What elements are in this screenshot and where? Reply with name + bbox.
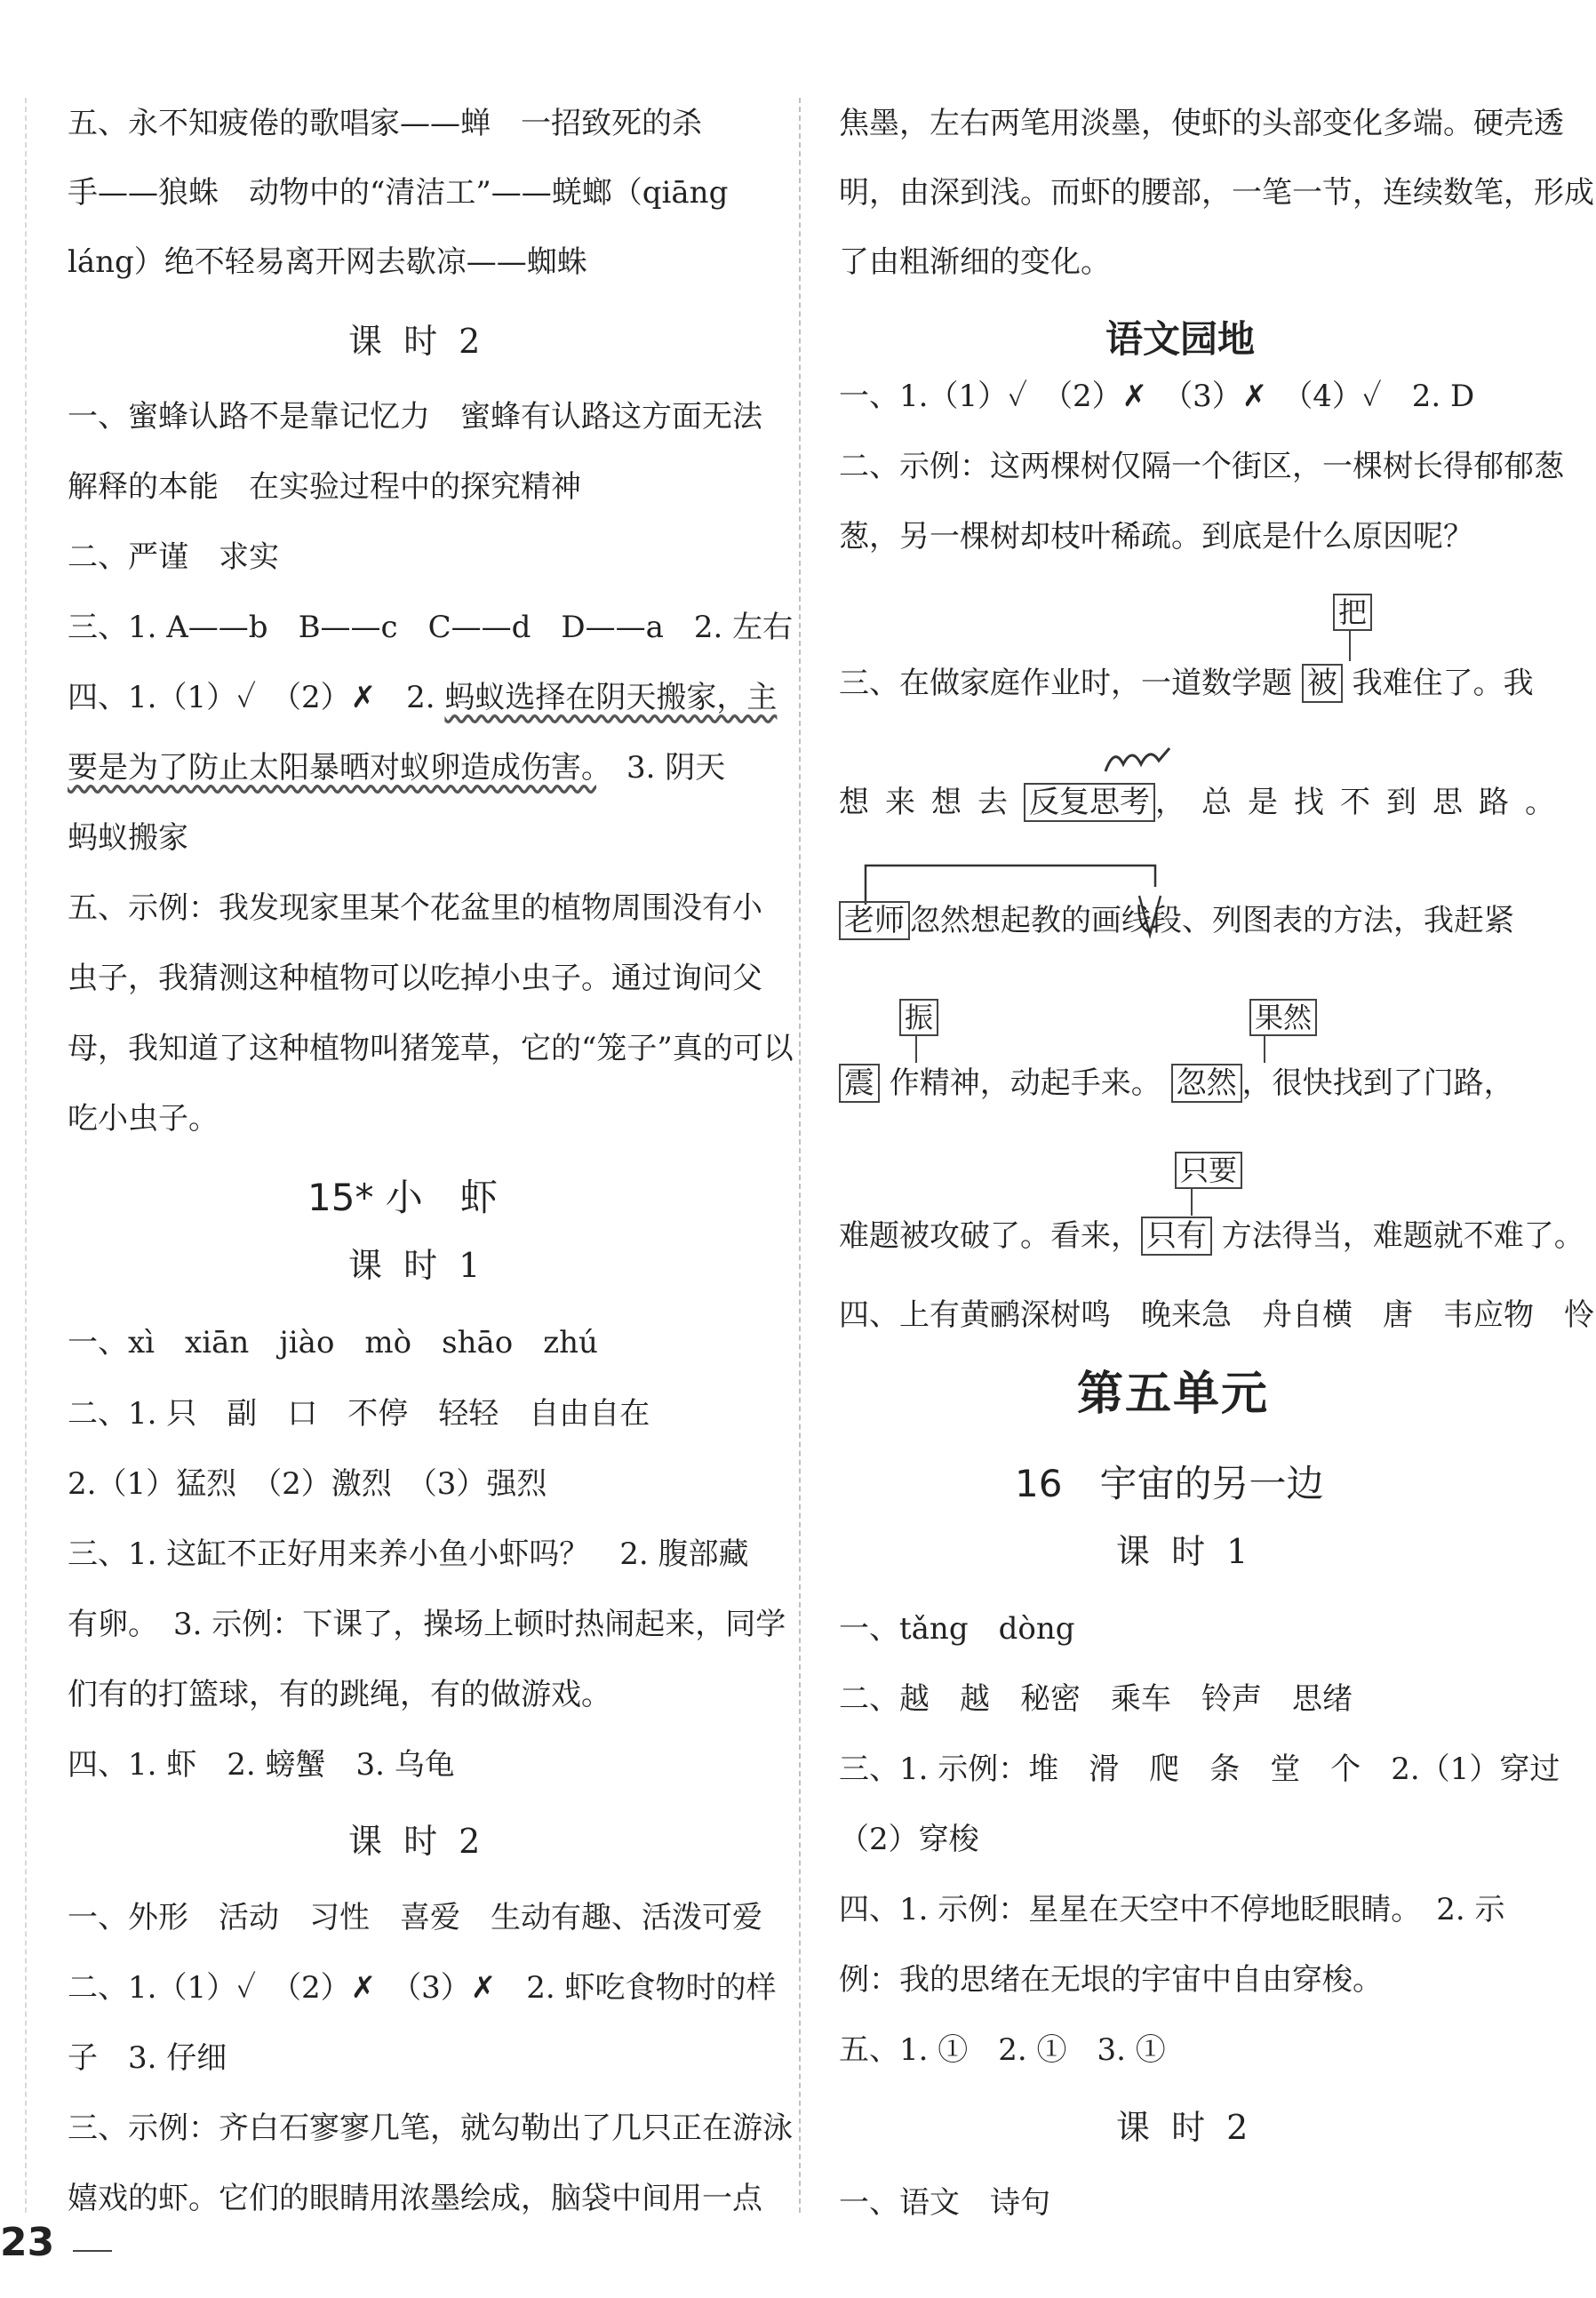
answer-line — [839, 902, 1514, 939]
section-heading: 课 时 2 — [348, 1822, 486, 1861]
answer-line: 三、1. 示例：堆 滑 爬 条 堂 个 2.（1）穿过 — [839, 1751, 1560, 1787]
answer-text: 作精神，动起手来。 — [880, 1065, 1171, 1101]
answer-line: 解释的本能 在实验过程中的探究精神 — [68, 469, 581, 505]
answer-line — [68, 679, 777, 716]
page-number: 23 — [0, 2220, 55, 2265]
answer-line: 手——狼蛛 动物中的“清洁工”——蜣螂（qiāng — [68, 175, 729, 211]
correction-mark: 果然 — [1249, 999, 1317, 1036]
answer-line — [68, 749, 725, 786]
answer-line: 2.（1）猛烈 （2）激烈 （3）强烈 — [68, 1466, 547, 1502]
answer-line — [839, 784, 1571, 821]
answer-line: 二、1. 只 副 口 不停 轻轻 自由自在 — [68, 1396, 650, 1432]
correction-mark: 把 — [1333, 594, 1372, 631]
answer-text: 想来想去 — [839, 785, 1024, 820]
answer-line: 二、越 越 秘密 乘车 铃声 思绪 — [839, 1681, 1353, 1717]
answer-line: 四、上有黄鹂深树鸣 晚来急 舟自横 唐 韦应物 怜 — [839, 1297, 1594, 1333]
section-heading: 语文园地 — [1105, 317, 1256, 361]
column-divider — [799, 98, 802, 2213]
answer-text: 教的画线段、列图表的方法，我赶紧 — [1031, 903, 1514, 938]
answer-line: 有卵。 3. 示例：下课了，操场上顿时热闹起来，同学 — [68, 1607, 786, 1642]
answer-line: 三、1. 这缸不正好用来养小鱼小虾吗？ 2. 腹部藏 — [68, 1536, 749, 1572]
answer-line: （2）穿梭 — [839, 1822, 979, 1857]
answer-text: ，总是找不到思路。 — [1155, 785, 1571, 820]
answer-line: 五、示例：我发现家里某个花盆里的植物周围没有小 — [68, 890, 762, 926]
answer-text: 我难住了。我 — [1342, 666, 1534, 701]
section-heading: 课 时 2 — [1116, 2108, 1254, 2147]
answer-line: láng）绝不轻易离开网去歇凉——蜘蛛 — [68, 244, 587, 280]
answer-line: 嬉戏的虾。它们的眼睛用浓墨绘成，脑袋中间用一点 — [68, 2181, 762, 2216]
answer-text: 三、在做家庭作业时，一道数学题 — [839, 666, 1302, 701]
answer-line: 蚂蚁搬家 — [68, 820, 188, 856]
answer-line: 一、语文 诗句 — [839, 2185, 1050, 2221]
boxed-word: 忽然 — [1171, 1064, 1242, 1103]
answer-text: 难题被攻破了。看来， — [839, 1218, 1141, 1254]
correction-mark: 只要 — [1175, 1152, 1242, 1189]
answer-line: 一、xì xiān jiào mò shāo zhú — [68, 1325, 598, 1360]
answer-line: 例：我的思绪在无垠的宇宙中自由穿梭。 — [839, 1962, 1383, 1998]
wavy-underlined-text: 蚂蚁选择在阴天搬家，主 — [444, 680, 778, 715]
answer-line: 虫子，我猜测这种植物可以吃掉小虫子。通过询问父 — [68, 961, 762, 996]
answer-line: 子 3. 仔细 — [68, 2040, 227, 2076]
answer-line: 三、示例：齐白石寥寥几笔，就勾勒出了几只正在游泳 — [68, 2110, 793, 2146]
answer-line: 一、tǎng dòng — [839, 1611, 1075, 1647]
section-heading: 课 时 2 — [348, 322, 486, 361]
boxed-word: 老师 — [839, 901, 910, 940]
answer-line: 四、1. 示例：星星在天空中不停地眨眼睛。 2. 示 — [839, 1892, 1505, 1927]
delete-loop-mark — [1102, 741, 1173, 777]
answer-line: 焦墨，左右两笔用淡墨，使虾的头部变化多端。硬壳透 — [839, 106, 1564, 141]
left-margin-line — [25, 98, 27, 2213]
section-heading: 课 时 1 — [348, 1246, 486, 1285]
answer-line: 五、永不知疲倦的歌唱家——蝉 一招致死的杀 — [68, 106, 702, 141]
answer-line: 一、外形 活动 习性 喜爱 生动有趣、活泼可爱 — [68, 1900, 762, 1935]
answer-text: 方法得当，难题就不难了。 — [1212, 1218, 1584, 1254]
answer-line — [839, 1065, 1514, 1102]
answer-line: 一、1.（1）✓ （2）✗ （3）✗ （4）✓ 2. D — [839, 379, 1475, 414]
answer-text: 四、1.（1）✓ （2）✗ 2. — [68, 680, 445, 715]
answer-line: 二、1.（1）✓ （2）✗ （3）✗ 2. 虾吃食物时的样 — [68, 1970, 777, 2006]
answer-text: 忽然想起 — [910, 903, 1031, 938]
answer-line: 吃小虫子。 — [68, 1101, 219, 1137]
answer-text: ，很快找到了门路， — [1241, 1065, 1514, 1101]
answer-line: 一、蜜蜂认路不是靠记忆力 蜜蜂有认路这方面无法 — [68, 399, 762, 435]
boxed-word: 震 — [839, 1064, 880, 1103]
unit-title: 第五单元 — [1077, 1368, 1270, 1421]
answer-line — [839, 665, 1534, 702]
lesson-title: 15* 小 虾 — [307, 1176, 498, 1219]
answer-line: 四、1. 虾 2. 螃蟹 3. 乌龟 — [68, 1747, 455, 1783]
answer-line: 明，由深到浅。而虾的腰部，一笔一节，连续数笔，形成 — [839, 175, 1594, 211]
wavy-underlined-text: 要是为了防止太阳暴晒对蚁卵造成伤害。 — [68, 750, 596, 786]
answer-line: 三、1. A——b B——c C——d D——a 2. 左右 — [68, 610, 794, 645]
boxed-word: 只有 — [1141, 1217, 1212, 1256]
correction-connector — [1349, 631, 1351, 661]
answer-line: 们有的打篮球，有的跳绳，有的做游戏。 — [68, 1677, 611, 1712]
answer-line: 二、严谨 求实 — [68, 539, 279, 575]
correction-mark: 振 — [899, 999, 938, 1036]
answer-line: 母，我知道了这种植物叫猪笼草，它的“笼子”真的可以 — [68, 1031, 794, 1066]
lesson-title: 16 宇宙的另一边 — [1015, 1462, 1324, 1505]
answer-line: 二、示例：这两棵树仅隔一个街区，一棵树长得郁郁葱 — [839, 449, 1564, 484]
boxed-word: 被 — [1302, 664, 1343, 703]
page-number-dash — [73, 2250, 112, 2252]
answer-line: 葱，另一棵树却枝叶稀疏。到底是什么原因呢？ — [839, 519, 1473, 555]
answer-line: 五、1. ① 2. ① 3. ① — [839, 2032, 1166, 2068]
correction-connector — [1264, 1036, 1265, 1063]
answer-line: 了由粗渐细的变化。 — [839, 244, 1111, 280]
section-heading: 课 时 1 — [1116, 1532, 1254, 1571]
boxed-word: 反复思考 — [1024, 783, 1155, 822]
correction-connector — [1191, 1189, 1193, 1216]
correction-connector — [915, 1036, 917, 1063]
answer-line — [839, 1217, 1584, 1255]
answer-text: 3. 阴天 — [596, 750, 726, 786]
